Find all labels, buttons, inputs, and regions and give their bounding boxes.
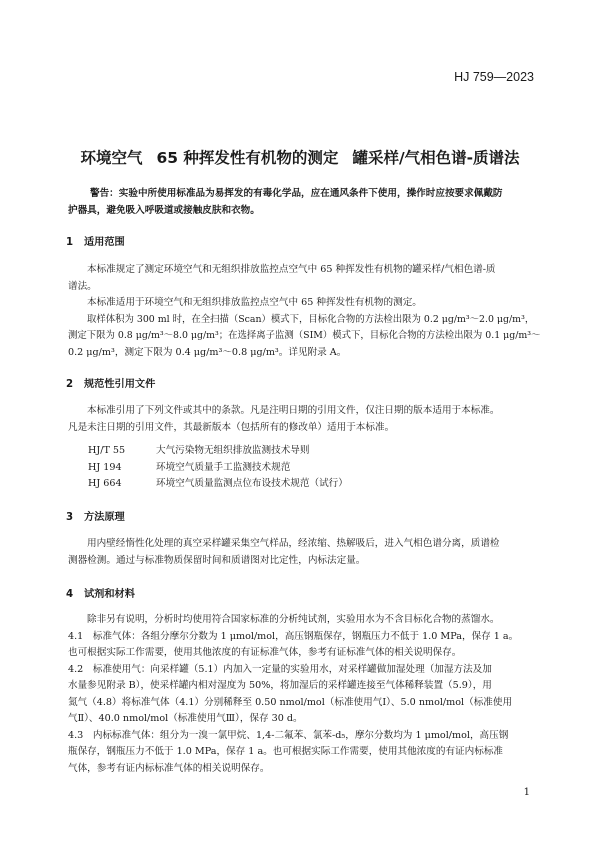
s3-p1-line1: 用内壁经惰性化处理的真空采样罐采集空气样品，经浓缩、热解吸后，进入气相色谱分离，质谱检 — [87, 538, 500, 549]
s2-p1-line1: 本标准引用了下列文件或其中的条款。凡是注明日期的引用文件，仅注日期的版本适用于本标准。 — [87, 405, 500, 416]
section-1-heading — [66, 233, 125, 248]
s4-3-line3: 气体，参考有证内标标准气体的相关说明保存。 — [68, 762, 270, 774]
section-3-heading — [66, 508, 125, 523]
warning-line-1: 警告：实验中所使用标准品为易挥发的有毒化学品，应在通风条件下使用，操作时应按要求佩戴防 — [90, 188, 503, 199]
section-2-number: 2 — [66, 379, 74, 390]
section-3-number: 3 — [66, 512, 74, 523]
section-1-title: 适用范围 — [84, 237, 125, 248]
s4-1-line2: 也可根据实际工作需要，使用其他浓度的有证标准气体，参考有证标准气体的相关说明保存。 — [68, 647, 462, 658]
s4-2-line2: 水量参见附录 B），使采样罐内相对湿度为 50%，将加湿后的采样罐连接至气体稀释装置（5.9），用 — [68, 680, 492, 691]
s4-2-line1: 4.2 标准使用气：向采样罐（5.1）内加入一定量的实验用水，对采样罐做加湿处理（加湿方法及加 — [68, 663, 492, 675]
reference-name: 大气污染物无组织排放监测技术导则 — [156, 445, 310, 456]
s2-p1-line2: 凡是未注日期的引用文件，其最新版本（包括所有的修改单）适用于本标准。 — [68, 421, 395, 433]
section-4-number: 4 — [66, 589, 74, 600]
s4-3-line1: 4.3 内标标准气体：组分为一溴一氯甲烷、1,4-二氟苯、氯苯-d₅，摩尔分数均为 1 μmol/mol，高压钢 — [68, 729, 509, 741]
reference-code: HJ 194 — [88, 461, 122, 473]
section-4-title: 试剂和材料 — [84, 589, 135, 600]
s4-intro: 除非另有说明，分析时均使用符合国家标准的分析纯试剂，实验用水为不含目标化合物的蒸馏水。 — [87, 614, 500, 625]
title-part-1: 环境空气 — [80, 149, 143, 167]
s4-3-line2: 瓶保存，钢瓶压力不低于 1.0 MPa，保存 1 a。也可根据实际工作需要，使用其他浓度的有证内标标准 — [68, 746, 504, 757]
reference-row — [88, 443, 348, 460]
s3-p1-line2: 测器检测。通过与标准物质保留时间和质谱图对比定性，内标法定量。 — [68, 554, 366, 566]
s1-p1-line1: 本标准规定了测定环境空气和无组织排放监控点空气中 65 种挥发性有机物的罐采样/气相色谱-质 — [87, 264, 496, 275]
section-2-heading — [66, 375, 155, 390]
title-part-2: 65 种挥发性有机物的测定 — [156, 149, 339, 167]
section-2-title: 规范性引用文件 — [84, 379, 156, 390]
reference-name: 环境空气质量监测点位布设技术规范（试行） — [156, 478, 348, 489]
reference-code: HJ 664 — [88, 478, 122, 489]
s1-p2: 本标准适用于环境空气和无组织排放监控点空气中 65 种挥发性有机物的测定。 — [87, 297, 422, 308]
section-4-body — [68, 612, 540, 777]
section-3-title: 方法原理 — [84, 512, 125, 523]
title-part-3: 罐采样/气相色谱-质谱法 — [352, 149, 520, 167]
section-1-body — [68, 262, 540, 361]
reference-row — [88, 476, 348, 493]
section-4-heading — [66, 585, 135, 600]
s1-p1-line2: 谱法。 — [68, 280, 97, 292]
reference-name: 环境空气质量手工监测技术规范 — [156, 461, 291, 473]
section-1-number: 1 — [66, 237, 74, 248]
s1-p3-line2: 测定下限为 0.8 μg/m³～8.0 μg/m³；在选择离子监测（SIM）模式下，目标化合物的方法检出限为 0.1 μg/m³～ — [68, 330, 541, 341]
warning-line-2: 护器具，避免吸入呼吸道或接触皮肤和衣物。 — [68, 204, 260, 216]
document-title — [0, 146, 600, 168]
s1-p3-line3: 0.2 μg/m³，测定下限为 0.4 μg/m³～0.8 μg/m³。详见附录 A。 — [68, 346, 347, 358]
page-number: 1 — [523, 787, 530, 798]
s1-p3-line1: 取样体积为 300 ml 时，在全扫描（Scan）模式下，目标化合物的方法检出限为 0.2 μg/m³～2.0 μg/m³， — [87, 313, 535, 325]
section-3-body — [68, 536, 540, 569]
s4-1-line1: 4.1 标准气体：各组分摩尔分数为 1 μmol/mol，高压钢瓶保存，钢瓶压力不低于 1.0 MPa，保存 1 a。 — [68, 630, 519, 642]
normative-references-list — [88, 443, 348, 493]
section-2-body — [68, 403, 540, 436]
standard-number: HJ 759—2023 — [454, 70, 534, 84]
s4-2-line4: 气Ⅱ）、40.0 nmol/mol（标准使用气Ⅲ），保存 30 d。 — [68, 713, 303, 724]
reference-row — [88, 460, 348, 477]
reference-code: HJ/T 55 — [88, 445, 126, 456]
warning-notice — [68, 186, 542, 219]
s4-2-line3: 氮气（4.8）将标准气体（4.1）分别稀释至 0.50 nmol/mol（标准使用气Ⅰ）、5.0 nmol/mol（标准使用 — [68, 696, 513, 708]
